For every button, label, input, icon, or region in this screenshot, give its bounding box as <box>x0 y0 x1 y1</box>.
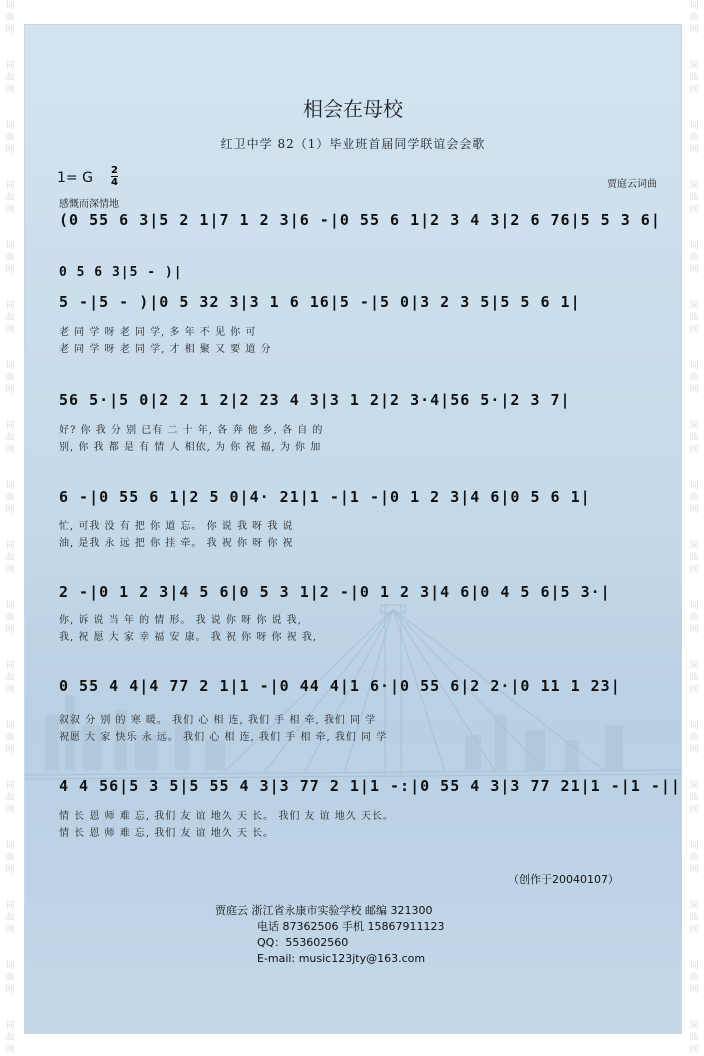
watermark-text: 词 曲 网 <box>5 1 15 35</box>
lyric-line-7a: 叙叙 分 别 的 寒 暖。 我们 心 相 连, 我们 手 相 牵, 我们 同 学 <box>59 715 377 726</box>
watermark-text: 词 曲 网 <box>689 481 699 515</box>
watermark-text: 词 曲 网 <box>5 181 15 215</box>
watermark-text: 词 曲 网 <box>689 361 699 395</box>
watermark-text: 词 曲 网 <box>689 841 699 875</box>
watermark-text: 词 曲 网 <box>689 181 699 215</box>
key-signature: 1= G <box>57 170 93 186</box>
lyric-line-3b: 老 同 学 呀 老 同 学, 才 相 聚 又 要 道 分 <box>59 344 272 355</box>
watermark-text: 词 曲 网 <box>5 661 15 695</box>
watermark-text: 词 曲 网 <box>689 781 699 815</box>
notation-line-1: (0 55 6 3|5 2 1|7 1 2 3|6 -|0 55 6 1|2 3 4 3|2 6 76|5 5 3 6| <box>59 211 661 229</box>
watermark-text: 词 曲 网 <box>5 481 15 515</box>
watermark-text: 词 曲 网 <box>5 361 15 395</box>
watermark-text: 词 曲 网 <box>689 1021 699 1055</box>
watermark-text: 词 曲 网 <box>689 901 699 935</box>
time-signature <box>111 165 118 188</box>
notation-line-5: 6 -|0 55 6 1|2 5 0|4· 21|1 -|1 -|0 1 2 3|4 6|0 5 6 1| <box>59 488 591 506</box>
watermark-text: 词 曲 网 <box>5 241 15 275</box>
lyric-line-4b: 别, 你 我 都 是 有 情 人 相依, 为 你 祝 福, 为 你 加 <box>59 442 322 453</box>
meter-bottom: 4 <box>111 177 118 188</box>
watermark-text: 词 曲 网 <box>5 961 15 995</box>
watermark-text: 词 曲 网 <box>689 241 699 275</box>
watermark-text: 词 曲 网 <box>5 1021 15 1055</box>
lyric-line-8a: 情 长 恩 师 难 忘, 我们 友 谊 地久 天 长。 我们 友 谊 地久 天长。 <box>59 811 395 822</box>
music-sheet <box>24 24 682 1034</box>
watermark-text: 词 曲 网 <box>689 961 699 995</box>
lyric-line-6a: 你, 诉 说 当 年 的 情 形。 我 说 你 呀 你 说 我, <box>59 615 302 626</box>
tempo-marking: 感慨而深情地 <box>59 199 119 210</box>
watermark-text: 词 曲 网 <box>5 121 15 155</box>
watermark-text: 词 曲 网 <box>5 841 15 875</box>
song-title: 相会在母校 <box>303 97 403 121</box>
watermark-text: 词 曲 网 <box>689 121 699 155</box>
watermark-text: 词 曲 网 <box>689 601 699 635</box>
watermark-text: 词 曲 网 <box>5 601 15 635</box>
lyric-line-8b: 情 长 恩 师 难 忘, 我们 友 谊 地久 天 长。 <box>59 828 275 839</box>
contact-email: E-mail: music123jty@163.com <box>257 952 426 965</box>
lyric-line-6b: 我, 祝 愿 大 家 幸 福 安 康。 我 祝 你 呀 你 祝 我, <box>59 632 318 643</box>
contact-address: 贾庭云 浙江省永康市实验学校 邮编 321300 <box>215 904 433 917</box>
notation-line-3: 5 -|5 - )|0 5 32 3|3 1 6 16|5 -|5 0|3 2 3 5|5 5 6 1| <box>59 293 581 311</box>
watermark-text: 词 曲 网 <box>689 421 699 455</box>
watermark-text: 词 曲 网 <box>5 61 15 95</box>
watermark-text: 词 曲 网 <box>5 541 15 575</box>
watermark-text: 词 曲 网 <box>689 301 699 335</box>
lyric-line-7b: 祝愿 大 家 快乐 永 远。 我们 心 相 连, 我们 手 相 牵, 我们 同 学 <box>59 732 388 743</box>
notation-line-8: 4 4 56|5 3 5|5 55 4 3|3 77 2 1|1 -:|0 55 4 3|3 77 21|1 -|1 -|| <box>59 777 681 795</box>
lyric-line-5a: 忙, 可我 没 有 把 你 道 忘。 你 说 我 呀 我 说 <box>59 521 294 532</box>
author-credit: 贾庭云词曲 <box>607 179 657 190</box>
lyric-line-3a: 老 同 学 呀 老 同 学, 多 年 不 见 你 可 <box>59 327 257 338</box>
watermark-text: 词 曲 网 <box>5 901 15 935</box>
watermark-text: 词 曲 网 <box>689 661 699 695</box>
notation-line-7: 0 55 4 4|4 77 2 1|1 -|0 44 4|1 6·|0 55 6|2 2·|0 11 1 23| <box>59 677 621 695</box>
notation-line-4: 56 5·|5 0|2 2 1 2|2 23 4 3|3 1 2|2 3·4|56 5·|2 3 7| <box>59 391 571 409</box>
lyric-line-5b: 油, 是我 永 远 把 你 挂 牵。 我 祝 你 呀 你 祝 <box>59 538 294 549</box>
watermark-right <box>684 0 704 1056</box>
watermark-text: 词 曲 网 <box>5 301 15 335</box>
contact-qq: QQ：553602560 <box>257 936 349 949</box>
watermark-text: 词 曲 网 <box>5 721 15 755</box>
watermark-text: 词 曲 网 <box>689 1 699 35</box>
lyric-line-4a: 好? 你 我 分 别 已有 二 十 年, 各 奔 他 乡, 各 自 的 <box>59 425 324 436</box>
creation-date: （创作于20040107） <box>508 873 619 886</box>
notation-line-2: 0 5 6 3|5 - )| <box>59 265 183 280</box>
watermark-text: 词 曲 网 <box>5 421 15 455</box>
contact-info <box>215 903 444 967</box>
watermark-left <box>0 0 20 1056</box>
contact-phone: 电话 87362506 手机 15867911123 <box>257 920 445 933</box>
watermark-text: 词 曲 网 <box>689 61 699 95</box>
song-subtitle: 红卫中学 82（1）毕业班首届同学联谊会会歌 <box>220 137 486 151</box>
meter-top: 2 <box>111 165 118 176</box>
watermark-text: 词 曲 网 <box>689 721 699 755</box>
watermark-text: 词 曲 网 <box>689 541 699 575</box>
notation-line-6: 2 -|0 1 2 3|4 5 6|0 5 3 1|2 -|0 1 2 3|4 6|0 4 5 6|5 3·| <box>59 583 611 601</box>
watermark-text: 词 曲 网 <box>5 781 15 815</box>
